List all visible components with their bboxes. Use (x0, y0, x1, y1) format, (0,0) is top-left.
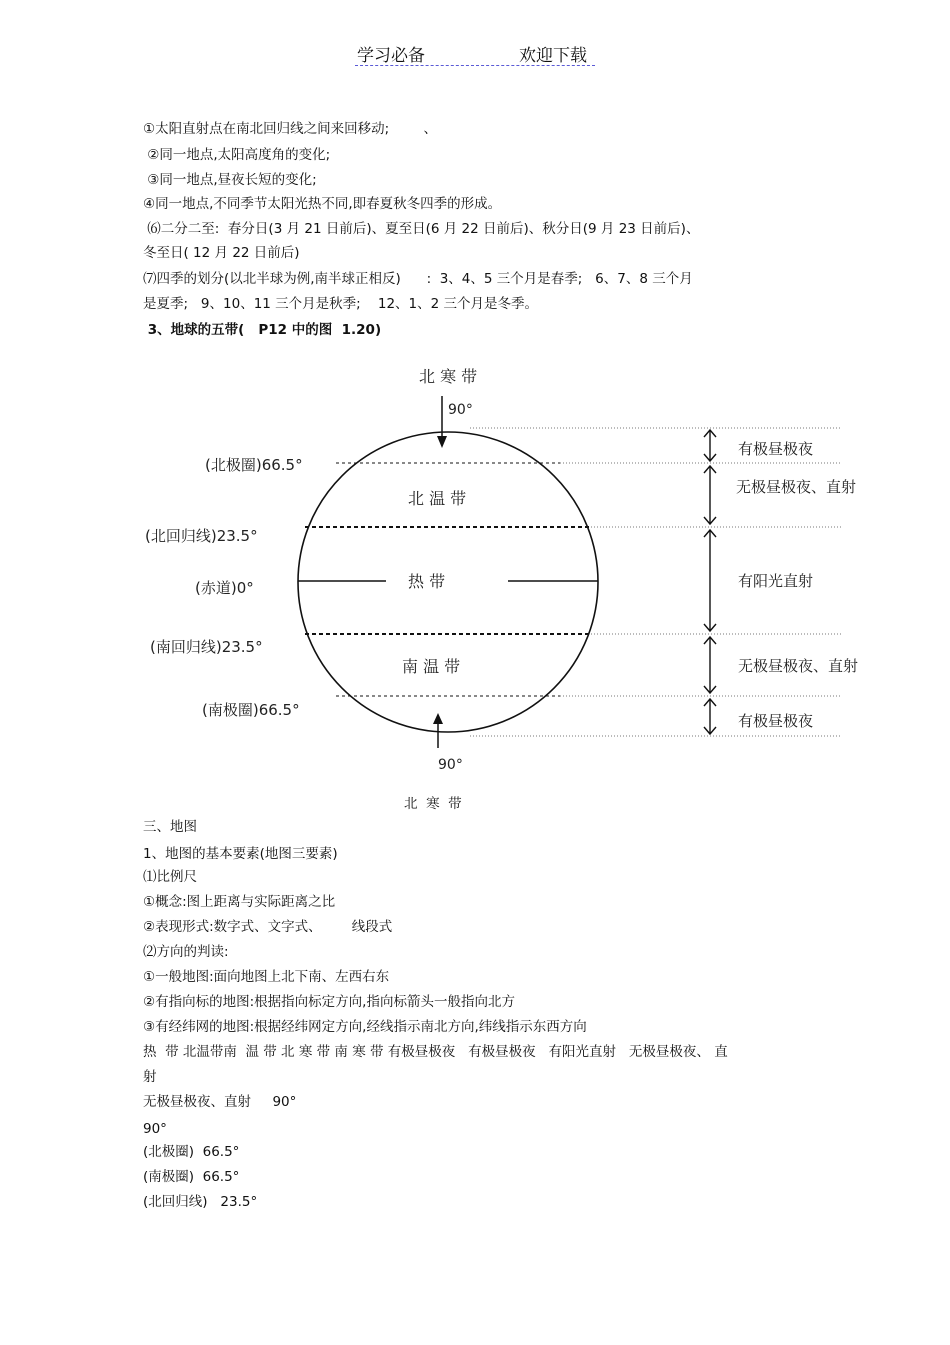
text-line: ⑹二分二至: 春分日(3 月 21 日前后)、夏至日(6 月 22 日前后)、秋分日(9 月 23 日前后)、 (143, 221, 700, 237)
section-heading: 3、地球的五带( P12 中的图 1.20) (143, 322, 382, 338)
page-header (355, 41, 595, 66)
text-line: ①一般地图:面向地图上北下南、左西右东 (143, 969, 390, 985)
text-line: ①太阳直射点在南北回归线之间来回移动; 、 (143, 121, 437, 137)
tropic-cancer-label: (北回归线)23.5° (145, 527, 258, 545)
right-label-south-temperate: 无极昼极夜、直射 (738, 657, 859, 675)
text-line: 冬至日( 12 月 22 日前后) (143, 245, 300, 261)
text-line: 1、地图的基本要素(地图三要素) (143, 846, 338, 862)
top-zone-label: 北 寒 带 (419, 367, 478, 386)
text-line: 是夏季; 9、10、11 三个月是秋季; 12、1、2 三个月是冬季。 (143, 296, 539, 312)
north-temperate-label: 北 温 带 (408, 489, 467, 508)
globe-circle (298, 432, 598, 732)
right-label-polar-south: 有极昼极夜 (738, 712, 814, 730)
header-left-text: 学习必备 (357, 46, 425, 66)
right-label-tropics: 有阳光直射 (738, 572, 814, 590)
figure-caption: 北 寒 带 (404, 796, 462, 812)
south-temperate-label: 南 温 带 (402, 657, 461, 676)
arctic-circle-label: (北极圈)66.5° (205, 456, 303, 474)
text-line: ⑺四季的划分(以北半球为例,南半球正相反) : 3、4、5 三个月是春季; 6、7、8 三个月 (143, 271, 693, 287)
text-line: 90° (143, 1121, 167, 1137)
top-arrow-head (437, 436, 447, 448)
text-line: ⑵方向的判读: (143, 944, 229, 960)
text-line: 射 (143, 1069, 157, 1085)
bottom-arrow-head (433, 713, 443, 724)
text-line: ③同一地点,昼夜长短的变化; (143, 172, 317, 188)
text-line: (南极圈) 66.5° (143, 1169, 240, 1185)
text-line: 无极昼极夜、直射 90° (143, 1094, 297, 1110)
antarctic-circle-label: (南极圈)66.5° (202, 701, 300, 719)
header-right-text: 欢迎下载 (519, 46, 587, 66)
text-line: ②有指向标的地图:根据指向标定方向,指向标箭头一般指向北方 (143, 994, 515, 1010)
right-label-north-temperate: 无极昼极夜、直射 (736, 478, 857, 496)
bottom-angle-label: 90° (438, 757, 463, 773)
text-line: ②表现形式:数字式、文字式、 线段式 (143, 919, 393, 935)
right-label-polar-north: 有极昼极夜 (738, 440, 814, 458)
section-title: 三、地图 (143, 819, 197, 835)
text-line: ②同一地点,太阳高度角的变化; (143, 147, 331, 163)
text-line: (北回归线) 23.5° (143, 1194, 258, 1210)
text-line: 热 带 北温带南 温 带 北 寒 带 南 寒 带 有极昼极夜 有极昼极夜 有阳光直射 无极昼极夜、 直 (143, 1044, 728, 1060)
text-line: ⑴比例尺 (143, 869, 197, 885)
text-line: (北极圈) 66.5° (143, 1144, 240, 1160)
right-arrows (704, 430, 716, 734)
top-angle-label: 90° (448, 402, 473, 418)
five-zones-diagram (130, 360, 890, 780)
text-line: ④同一地点,不同季节太阳光热不同,即春夏秋冬四季的形成。 (143, 196, 502, 212)
text-line: ①概念:图上距离与实际距离之比 (143, 894, 336, 910)
text-line: ③有经纬网的地图:根据经纬网定方向,经线指示南北方向,纬线指示东西方向 (143, 1019, 587, 1035)
tropic-capricorn-label: (南回归线)23.5° (150, 638, 263, 656)
torrid-zone-label: 热 带 (408, 572, 446, 591)
equator-label: (赤道)0° (195, 579, 254, 597)
